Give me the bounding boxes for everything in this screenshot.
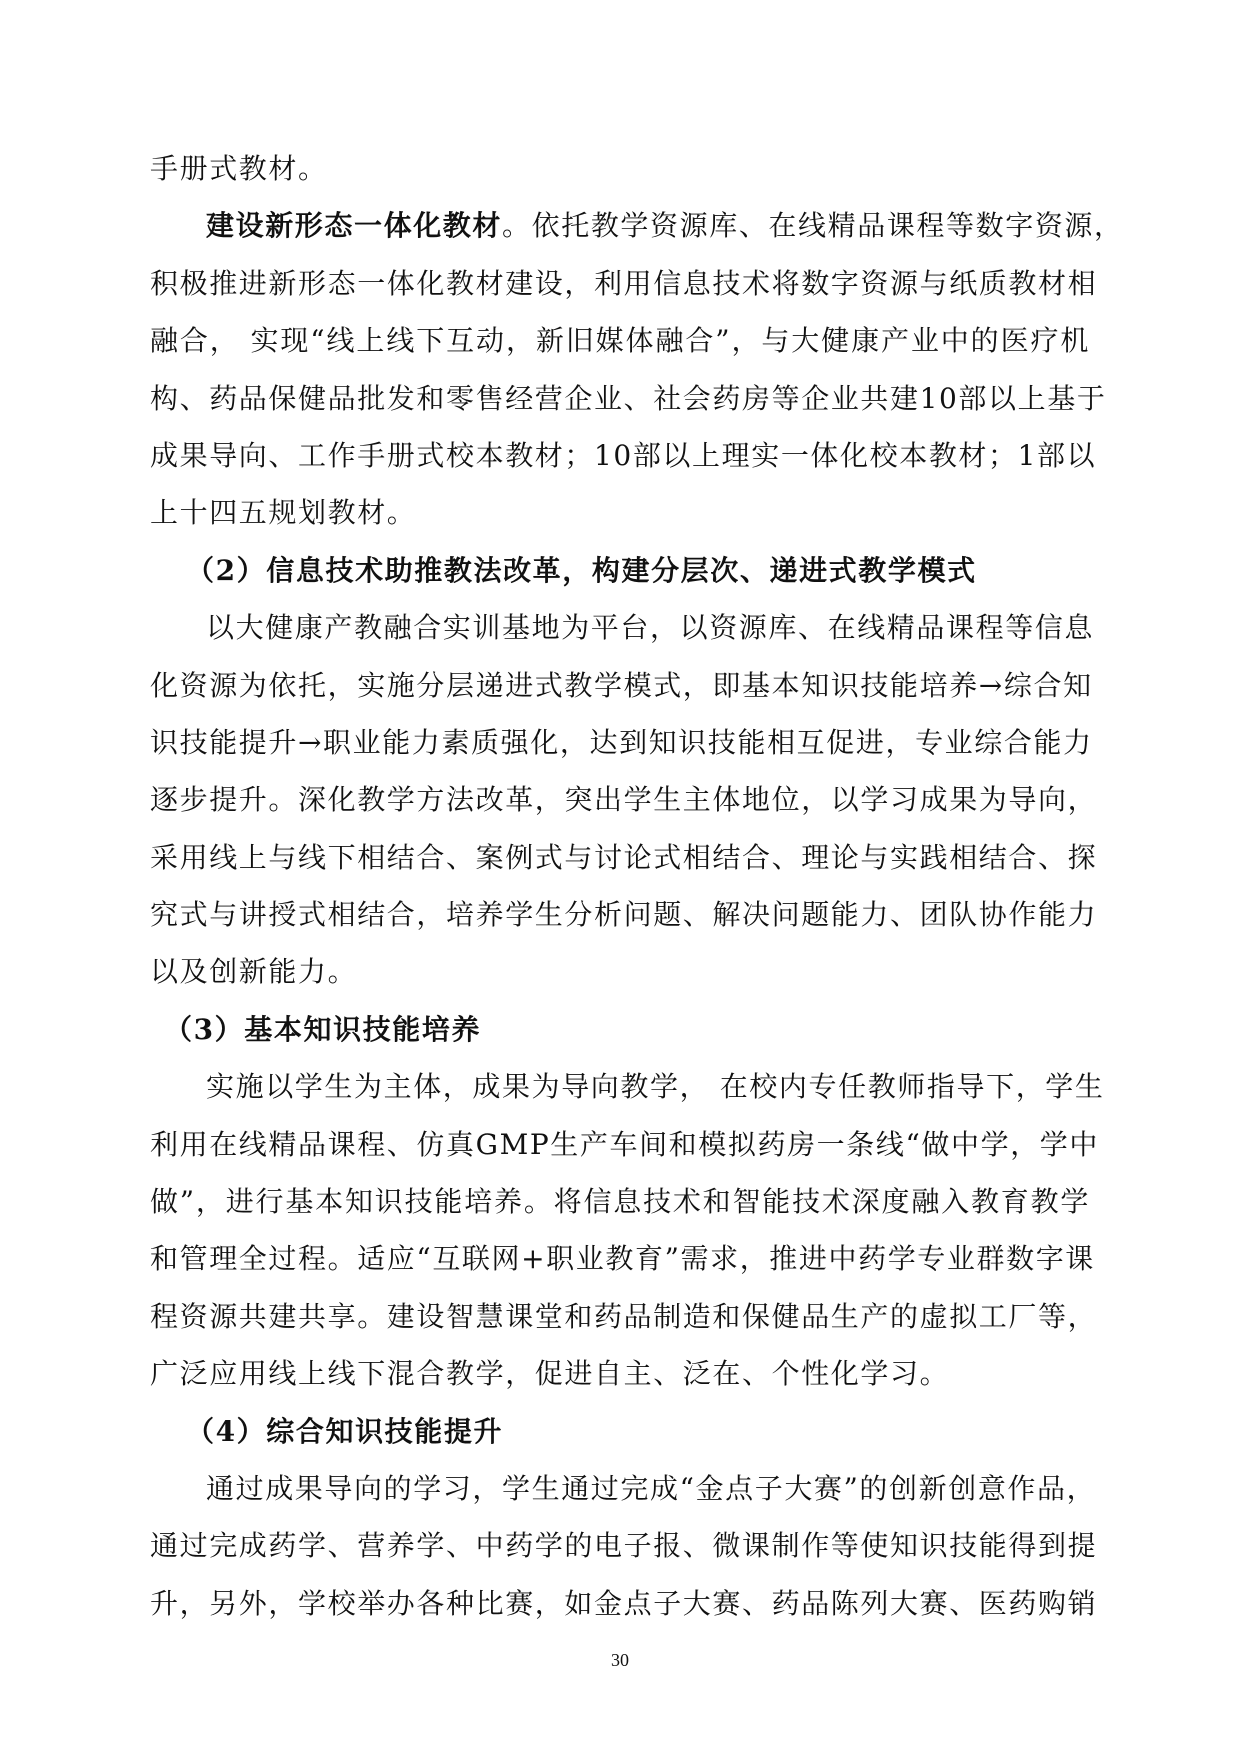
paragraph-line: 实施以学生为主体，成果为导向教学， 在校内专任教师指导下，学生 (206, 1070, 1105, 1104)
paragraph-line: 上十四五规划教材。 (150, 496, 417, 530)
paragraph-line: 手册式教材。 (150, 152, 328, 185)
paragraph-text: 。依托教学资源库、在线精品课程等数字资源， (502, 209, 1124, 243)
bold-lead-text: 建设新形态一体化教材 (206, 209, 503, 243)
document-page (150, 140, 1124, 1632)
section-heading-2: （2）信息技术助推教法改革，构建分层次、递进式教学模式 (186, 553, 977, 587)
paragraph-line: 通过完成药学、营养学、中药学的电子报、微课制作等使知识技能得到提 (150, 1529, 1098, 1563)
paragraph-line: 构、药品保健品批发和零售经营企业、社会药房等企业共建10部以上基于 (150, 381, 1107, 415)
paragraph-line: 程资源共建共享。建设智慧课堂和药品制造和保健品生产的虚拟工厂等， (150, 1299, 1098, 1333)
paragraph-line: 利用在线精品课程、仿真GMP生产车间和模拟药房一条线“做中学，学中 (150, 1127, 1099, 1161)
paragraph-line: 升，另外，学校举办各种比赛，如金点子大赛、药品陈列大赛、医药购销 (150, 1586, 1098, 1620)
paragraph-line: 逐步提升。深化教学方法改革，突出学生主体地位，以学习成果为导向， (150, 783, 1098, 817)
paragraph-line: 积极推进新形态一体化教材建设，利用信息技术将数字资源与纸质教材相 (150, 266, 1098, 300)
paragraph-line: 化资源为依托，实施分层递进式教学模式，即基本知识技能培养→综合知 (150, 668, 1093, 702)
paragraph-line: 融合， 实现“线上线下互动，新旧媒体融合”，与大健康产业中的医疗机 (150, 324, 1090, 358)
paragraph-line: 以大健康产教融合实训基地为平台，以资源库、在线精品课程等信息 (206, 611, 1095, 645)
paragraph-line: 成果导向、工作手册式校本教材；10部以上理实一体化校本教材；1部以 (150, 438, 1097, 472)
paragraph-line: 做”，进行基本知识技能培养。将信息技术和智能技术深度融入教育教学 (150, 1185, 1090, 1219)
paragraph-line: 识技能提升→职业能力素质强化，达到知识技能相互促进，专业综合能力 (150, 725, 1093, 759)
paragraph-line: 广泛应用线上线下混合教学，促进自主、泛在、个性化学习。 (150, 1357, 950, 1391)
paragraph-line: 和管理全过程。适应“互联网+职业教育”需求，推进中药学专业群数字课 (150, 1242, 1095, 1276)
paragraph-line (150, 197, 1124, 254)
section-heading-4: （4）综合知识技能提升 (186, 1414, 504, 1448)
section-heading-3: （3）基本知识技能培养 (164, 1012, 482, 1046)
paragraph-line: 究式与讲授式相结合，培养学生分析问题、解决问题能力、团队协作能力 (150, 898, 1098, 932)
page-number: 30 (611, 1650, 629, 1670)
paragraph-line: 通过成果导向的学习，学生通过完成“金点子大赛”的创新创意作品， (206, 1471, 1097, 1505)
paragraph-line: 采用线上与线下相结合、案例式与讨论式相结合、理论与实践相结合、探 (150, 840, 1098, 874)
paragraph-line: 以及创新能力。 (150, 955, 358, 989)
